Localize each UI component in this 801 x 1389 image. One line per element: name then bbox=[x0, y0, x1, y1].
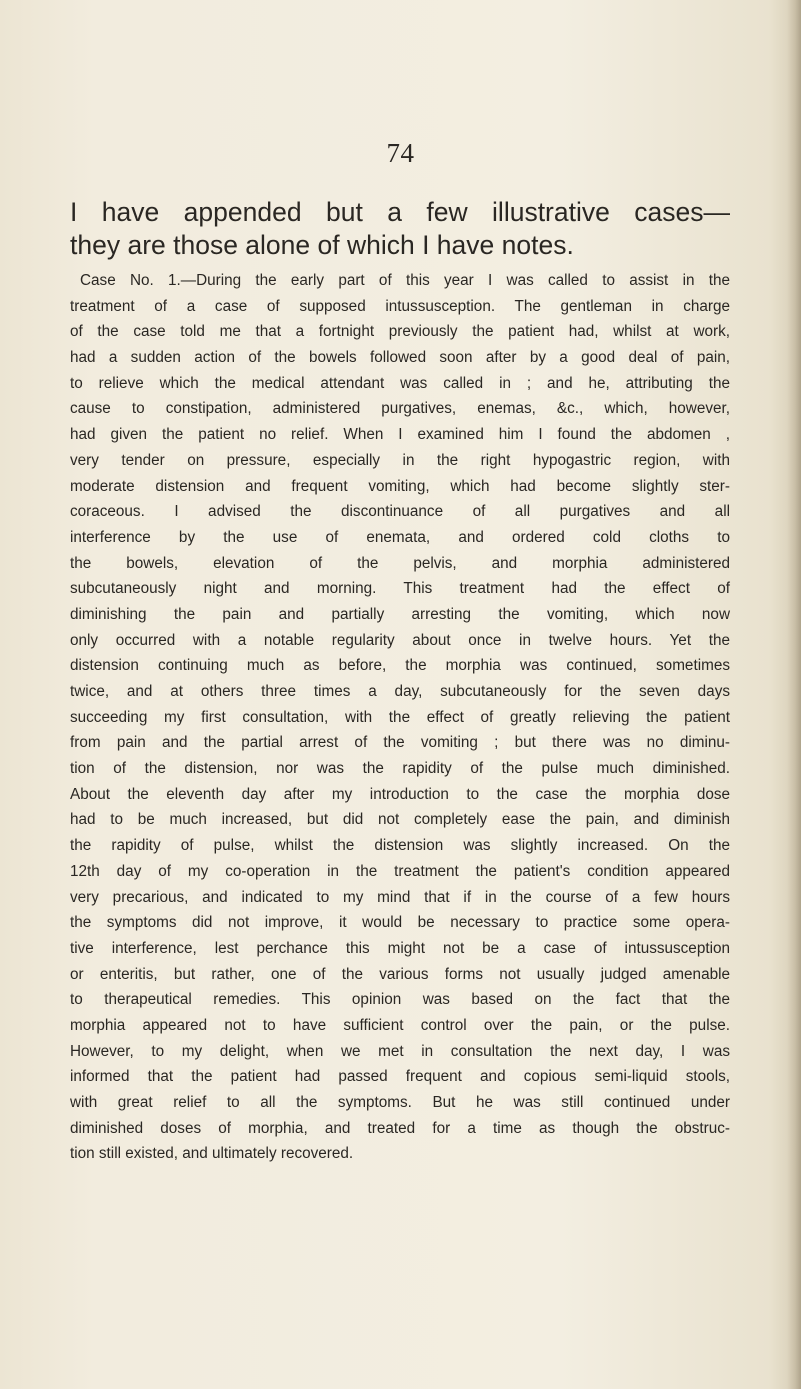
text-line: the rapidity of pulse, whilst the distension was slightly increased. On the bbox=[70, 837, 730, 855]
text-line: succeeding my first consultation, with the effect of greatly relieving the patient bbox=[70, 708, 730, 726]
text-line: Case No. 1.—During the early part of this year I was called to assist in the bbox=[80, 272, 730, 289]
text-line: with great relief to all the symptoms. But he was still continued under bbox=[70, 1094, 730, 1111]
text-line: the symptoms did not improve, it would be necessary to practice some opera- bbox=[70, 914, 730, 932]
heading-line: they are those alone of which I have notes. bbox=[70, 230, 574, 260]
text-line: cause to constipation, administered purgatives, enemas, &c., which, however, bbox=[70, 400, 730, 418]
page-edge-shadow bbox=[787, 0, 801, 1389]
text-line: or enteritis, but rather, one of the various forms not usually judged amenable bbox=[70, 965, 730, 983]
case-report-text bbox=[70, 268, 730, 1167]
text-line: very tender on pressure, especially in the right hypogastric region, with bbox=[70, 451, 730, 469]
text-line: had to be much increased, but did not completely ease the pain, and diminish bbox=[70, 811, 730, 829]
text-line: However, to my delight, when we met in consultation the next day, I was bbox=[70, 1042, 730, 1060]
text-line: informed that the patient had passed frequent and copious semi-liquid stools, bbox=[70, 1068, 730, 1086]
text-line: very precarious, and indicated to my mind that if in the course of a few hours bbox=[70, 888, 730, 906]
text-line: moderate distension and frequent vomiting, which had become slightly ster- bbox=[70, 477, 730, 495]
text-line: to therapeutical remedies. This opinion was based on the fact that the bbox=[70, 991, 730, 1009]
text-line: coraceous. I advised the discontinuance of all purgatives and all bbox=[70, 503, 730, 521]
text-line: of the case told me that a fortnight previously the patient had, whilst at work, bbox=[70, 323, 730, 341]
text-line: had given the patient no relief. When I examined him I found the abdomen , bbox=[70, 426, 730, 444]
text-line: interference by the use of enemata, and ordered cold cloths to bbox=[70, 528, 730, 546]
text-line: tion still existed, and ultimately recovered. bbox=[70, 1145, 354, 1163]
text-line: distension continuing much as before, the morphia was continued, sometimes bbox=[70, 657, 730, 675]
text-line: diminished doses of morphia, and treated for a time as though the obstruc- bbox=[70, 1119, 730, 1137]
section-heading bbox=[70, 196, 730, 262]
text-line: subcutaneously night and morning. This treatment had the effect of bbox=[70, 580, 730, 598]
text-line: treatment of a case of supposed intussusception. The gentleman in charge bbox=[70, 297, 730, 315]
text-line: from pain and the partial arrest of the vomiting ; but there was no diminu- bbox=[70, 734, 730, 752]
page-number: 74 bbox=[386, 138, 415, 168]
text-line: to relieve which the medical attendant was called in ; and he, attributing the bbox=[70, 374, 730, 392]
text-line: tion of the distension, nor was the rapidity of the pulse much diminished. bbox=[70, 760, 730, 778]
text-line: only occurred with a notable regularity about once in twelve hours. Yet the bbox=[70, 631, 730, 649]
text-line: About the eleventh day after my introduction to the case the morphia dose bbox=[70, 785, 730, 803]
text-line: twice, and at others three times a day, subcutaneously for the seven days bbox=[70, 683, 730, 700]
text-line: the bowels, elevation of the pelvis, and morphia administered bbox=[70, 554, 730, 572]
text-line: diminishing the pain and partially arresting the vomiting, which now bbox=[70, 605, 730, 623]
heading-line: I have appended but a few illustrative cases— bbox=[70, 197, 730, 227]
text-line: had a sudden action of the bowels followed soon after by a good deal of pain, bbox=[70, 349, 730, 367]
text-line: 12th day of my co-operation in the treatment the patient's condition appeared bbox=[70, 862, 730, 880]
text-line: morphia appeared not to have sufficient control over the pain, or the pulse. bbox=[70, 1016, 730, 1034]
text-line: tive interference, lest perchance this might not be a case of intussusception bbox=[70, 939, 730, 957]
